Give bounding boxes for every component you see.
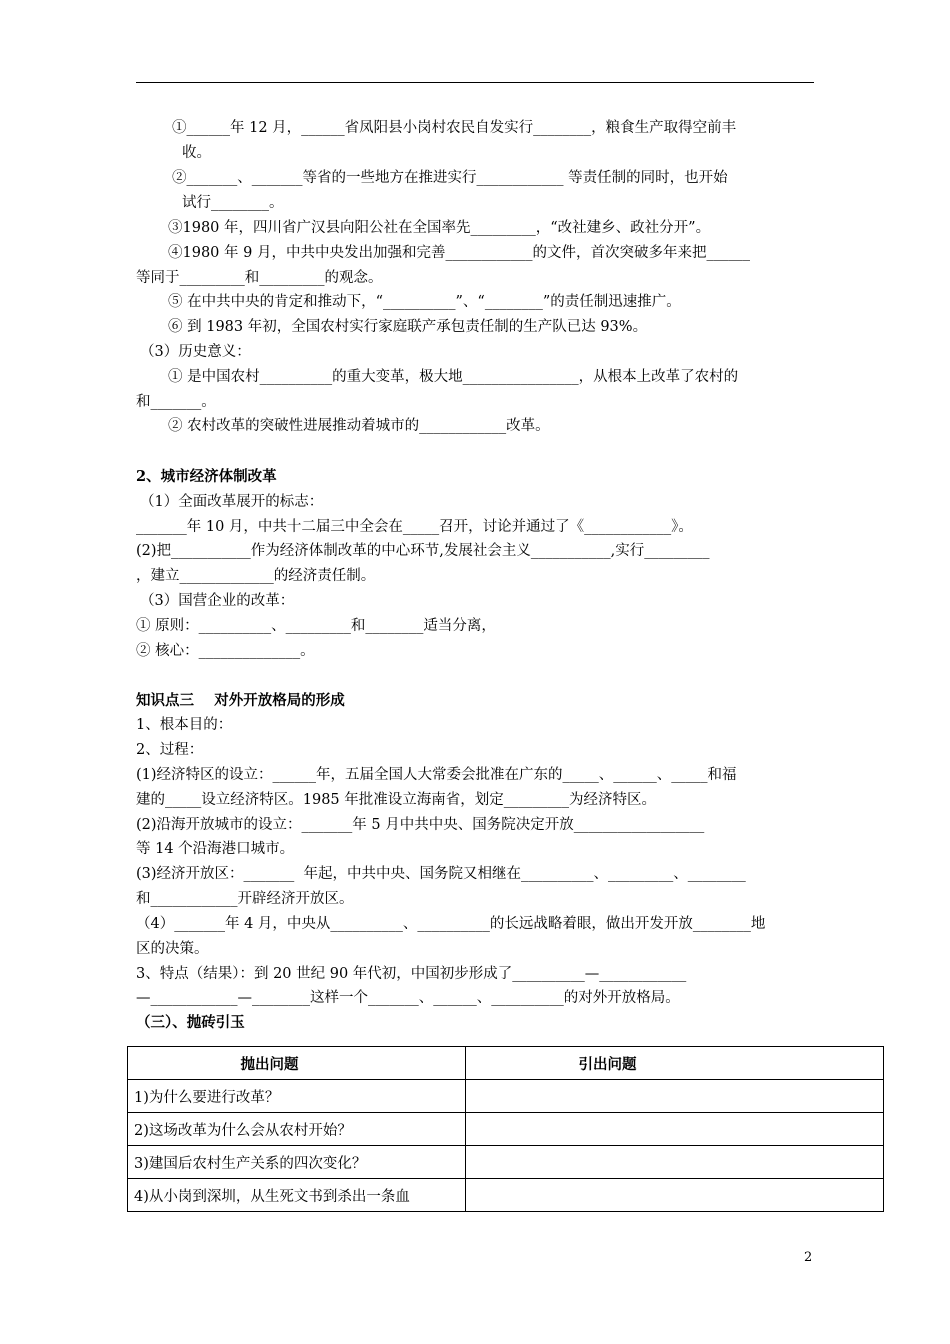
text-line — [136, 641, 315, 661]
text-line — [136, 988, 680, 1008]
header-rule — [136, 82, 814, 83]
text-line-content: （3）历史意义： — [140, 344, 251, 360]
text-line-content: (3)经济开放区：_______ 年起，中共中央、国务院又相继在__________、_________、________ — [136, 866, 746, 882]
table-cell: 4)从小岗到深圳，从生死文书到杀出一条血 — [128, 1179, 466, 1212]
text-line-content: ② 农村改革的突破性进展推动着城市的____________改革。 — [168, 418, 550, 434]
table-row — [128, 1179, 884, 1212]
text-line-content: ① 原则：__________、_________和________适当分离， — [136, 618, 496, 634]
text-line — [172, 168, 728, 188]
text-line-content: 收。 — [182, 145, 211, 161]
text-line — [168, 367, 738, 387]
text-line-content: ⑥ 到 1983 年初，全国农村实行家庭联产承包责任制的生产队已达 93%。 — [168, 319, 648, 335]
table-header-cell: 引出问题 — [466, 1047, 884, 1080]
text-line-content: (2)沿海开放城市的设立：_______年 5 月中共中央、国务院决定开放__________________ — [136, 817, 705, 833]
text-line-content: ① 是中国农村__________的重大变革，极大地________________，从根本上改革了农村的 — [168, 369, 739, 385]
table-row — [128, 1113, 884, 1146]
text-line-content: ③1980 年，四川省广汉县向阳公社在全国率先_________，“改社建乡、政社分开”。 — [168, 220, 711, 236]
text-line-content: 建的_____设立经济特区。1985 年批准设立海南省，划定_________为经济特区。 — [136, 792, 657, 808]
text-line — [136, 790, 656, 810]
text-line-content: 2、过程： — [136, 742, 204, 758]
text-line-content: (2)把___________作为经济体制改革的中心环节,发展社会主义___________,实行_________ — [136, 543, 710, 559]
text-line-content: ①______年 12 月，______省凤阳县小岗村农民自发实行________，粮食生产取得空前丰 — [172, 120, 737, 136]
text-line-content: 2、城市经济体制改革 — [136, 468, 277, 485]
text-line — [172, 118, 736, 138]
text-line — [168, 416, 550, 436]
text-line — [140, 591, 294, 611]
text-line-content: ⑤ 在中共中央的肯定和推动下，“__________”、“________”的责任制迅速推广。 — [168, 294, 681, 310]
table-cell — [466, 1113, 884, 1146]
section-heading — [136, 467, 277, 487]
text-line-content: ，建立_____________的经济责任制。 — [136, 568, 376, 584]
text-line-content: （4）_______年 4 月，中央从__________、__________的长远战略着眼，做出开发开放________地 — [136, 916, 766, 932]
text-line — [136, 715, 232, 735]
table-cell: 3)建国后农村生产关系的四次变化？ — [128, 1146, 466, 1179]
table-row — [128, 1080, 884, 1113]
text-line-content: ④1980 年 9 月，中共中央发出加强和完善____________的文件，首次突破多年来把______ — [168, 245, 750, 261]
text-line — [136, 268, 383, 288]
text-line-content: 1、根本目的： — [136, 717, 233, 733]
section-heading — [136, 1013, 245, 1033]
text-line — [136, 914, 765, 934]
text-line — [136, 541, 710, 561]
table-cell — [466, 1146, 884, 1179]
text-line-content: 试行________。 — [182, 195, 284, 211]
text-line-content: ② 核心：______________。 — [136, 643, 315, 659]
text-line — [136, 616, 496, 636]
text-line — [136, 392, 216, 412]
text-line — [140, 342, 251, 362]
table-cell: 2)这场改革为什么会从农村开始？ — [128, 1113, 466, 1146]
text-line — [168, 292, 681, 312]
table-cell — [466, 1179, 884, 1212]
text-line — [140, 492, 323, 512]
text-line-content: ②_______、_______等省的一些地方在推进实行____________ 等责任制的同时，也开始 — [172, 170, 728, 186]
text-line — [136, 815, 704, 835]
table-header-cell: 抛出问题 — [128, 1047, 466, 1080]
text-line — [136, 765, 737, 785]
table-header-row — [128, 1047, 884, 1080]
table-cell — [466, 1080, 884, 1113]
text-line — [168, 317, 647, 337]
text-line — [136, 566, 375, 586]
table-row — [128, 1146, 884, 1179]
text-line — [136, 740, 203, 760]
text-line-content: （三）、抛砖引玉 — [136, 1014, 245, 1031]
table-cell: 1)为什么要进行改革？ — [128, 1080, 466, 1113]
text-line — [136, 889, 354, 909]
text-line-content: 区的决策。 — [136, 941, 209, 957]
text-line — [136, 939, 209, 959]
question-table — [127, 1046, 884, 1212]
text-line — [136, 964, 686, 984]
text-line — [136, 517, 693, 537]
text-line — [182, 143, 211, 163]
text-line-content: 等同于_________和_________的观念。 — [136, 270, 383, 286]
text-line — [182, 193, 284, 213]
text-line — [168, 243, 750, 263]
text-line-content: （3）国营企业的改革： — [140, 593, 295, 609]
text-line — [136, 864, 746, 884]
text-line — [136, 839, 294, 859]
page-number: 2 — [804, 1250, 813, 1265]
text-line-content: （1）全面改革展开的标志： — [140, 494, 324, 510]
text-line-content: _______年 10 月，中共十二届三中全会在_____召开，讨论并通过了《____________》。 — [136, 519, 693, 535]
text-line-content: (1)经济特区的设立：______年，五届全国人大常委会批准在广东的_____、______、_____和福 — [136, 767, 737, 783]
text-line-content: 等 14 个沿海港口城市。 — [136, 841, 295, 857]
section-heading — [136, 691, 345, 711]
text-line-content: 知识点三 对外开放格局的形成 — [136, 692, 345, 709]
text-line — [168, 218, 710, 238]
text-line-content: 和____________开辟经济开放区。 — [136, 891, 354, 907]
text-line-content: 和_______。 — [136, 394, 216, 410]
text-line-content: 3、特点（结果）：到 20 世纪 90 年代初，中国初步形成了__________—____________ — [136, 966, 687, 982]
text-line-content: —____________—________这样一个_______、______、__________的对外开放格局。 — [136, 990, 680, 1006]
